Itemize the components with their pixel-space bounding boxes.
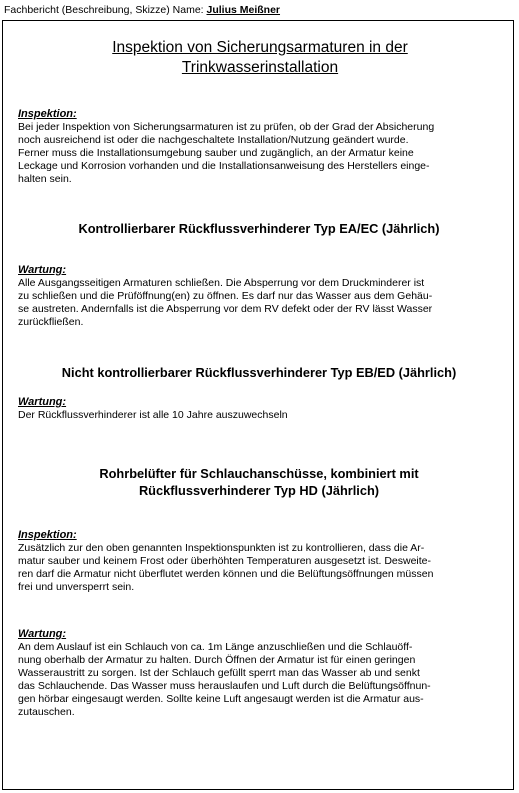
title-line: Inspektion von Sicherungsarmaturen in der: [112, 39, 408, 56]
text-line: Alle Ausgangsseitigen Armaturen schließen. Die Absperrung vor dem Druckminderer ist: [18, 277, 425, 289]
text-line: das Schlauchende. Das Wasser muss herauslaufen und Luft durch die Belüftungsöffnun-: [18, 680, 431, 692]
section-heading-ea-ec: Kontrollierbarer Rückflussverhinderer Typ EA/EC (Jährlich): [78, 221, 440, 236]
section-label-wartung: Wartung:: [18, 628, 67, 640]
section-heading-hd: [14, 465, 504, 499]
text-line: ren darf die Armatur nicht überflutet werden können und die Belüftungsöffnungen müssen: [18, 568, 434, 580]
heading-line: Rohrbelüfter für Schlauchanschüsse, kombiniert mit: [99, 466, 419, 481]
text-line: zutauschen.: [18, 706, 75, 718]
title-line: Trinkwasserinstallation: [181, 59, 339, 76]
paragraph-inspektion: [18, 121, 500, 186]
text-line: nung oberhalb der Armatur zu halten. Durch Öffnen der Armatur ist für einen geringen: [18, 654, 416, 666]
section-heading-eb-ed: Nicht kontrollierbarer Rückflussverhinderer Typ EB/ED (Jährlich): [61, 365, 457, 380]
text-line: frei und unversperrt sein.: [18, 581, 135, 593]
text-line: zurückfließen.: [18, 316, 84, 328]
paragraph-wartung-eb-ed: [18, 409, 500, 422]
text-line: gen hörbar eingesaugt werden. Sollte keine Luft angesaugt werden ist die Armatur aus-: [18, 693, 424, 705]
section-label-wartung: Wartung:: [18, 396, 67, 408]
section-label-inspektion: Inspektion:: [18, 108, 77, 120]
paragraph-wartung-ea-ec: [18, 277, 500, 329]
paragraph-wartung-hd: [18, 641, 500, 719]
text-line: matur sauber und keinem Frost oder überhöhten Temperaturen ausgesetzt ist. Desweite-: [18, 555, 432, 567]
text-line: zu schließen und die Prüföffnung(en) zu öffnen. Es darf nur das Wasser aus dem Gehäu-: [18, 290, 433, 302]
header-prefix: Fachbericht (Beschreibung, Skizze) Name:: [4, 4, 207, 16]
text-line: Zusätzlich zur den oben genannten Inspektionspunkten ist zu kontrollieren, dass die Ar-: [18, 542, 425, 554]
report-header: [4, 4, 280, 17]
text-line: Ferner muss die Installationsumgebung sauber und zugänglich, an der Armatur keine: [18, 147, 414, 159]
text-line: halten sein.: [18, 173, 72, 185]
author-name: Julius Meißner: [206, 4, 281, 16]
section-label-inspektion: Inspektion:: [18, 529, 77, 541]
text-line: Bei jeder Inspektion von Sicherungsarmaturen ist zu prüfen, ob der Grad der Absicherung: [18, 121, 435, 133]
text-line: Wasseraustritt zu sorgen. Ist der Schlauch gefüllt sperrt man das Wasser ab und senkt: [18, 667, 420, 679]
section-label-wartung: Wartung:: [18, 264, 67, 276]
text-line: noch ausreichend ist oder die nachgeschaltete Installation/Nutzung geändert wurde.: [18, 134, 409, 146]
text-line: An dem Auslauf ist ein Schlauch von ca. 1m Länge anzuschließen und die Schlauöff-: [18, 641, 413, 653]
text-line: se austreten. Andernfalls ist die Absperrung vor dem RV defekt oder der RV lässt Wasser: [18, 303, 433, 315]
text-line: Leckage und Korrosion vorhanden und die Installationsanweisung des Herstellers einge-: [18, 160, 430, 172]
paragraph-inspektion-hd: [18, 542, 500, 594]
text-line: Der Rückflussverhinderer ist alle 10 Jahre auszuwechseln: [18, 409, 288, 421]
document-title: [40, 38, 480, 78]
heading-line: Rückflussverhinderer Typ HD (Jährlich): [138, 483, 380, 498]
